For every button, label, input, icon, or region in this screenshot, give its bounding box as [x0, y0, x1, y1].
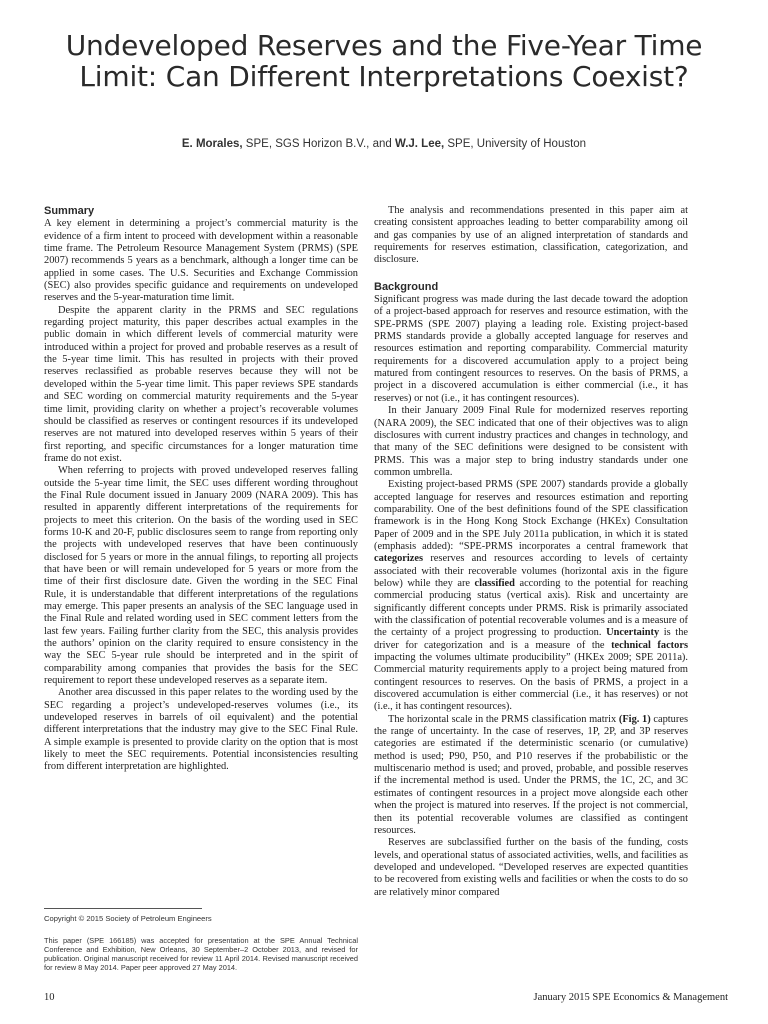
publication-footnote: This paper (SPE 166185) was accepted for presentation at the SPE Annual Technical Conference and Exhibition, New Orleans, 30 September–2 October 2013, and revised for publication. Original manuscript received for review 11 April 2014. Revised manuscript received for review 8 May 2014. Paper peer approved 27 May 2014.: [44, 936, 358, 972]
author-2-name: W.J. Lee,: [394, 138, 445, 150]
emphasis-classified: classified: [474, 577, 515, 589]
summary-heading: Summary: [44, 205, 95, 217]
emphasis-uncertainty: Uncertainty: [606, 627, 660, 639]
background-paragraph-5: Reserves are subclassified further on the basis of the funding, costs levels, and operational status of associated activities, wells, and facilities as developed and undeveloped. “Developed reserves are expected quantities to be recovered from existing wells and facilities or when the costs to do so are relatively minor compared: [374, 837, 688, 898]
summary-paragraph-3: When referring to projects with proved undeveloped reserves falling outside the 5-year time limit, the SEC uses different wording throughout the Final Rule document issued in January 2009 (NARA 2009). This has resulted in apparently different interpretations of the requirements for projects to meet this criterion. On the basis of the wording used in SEC forms 10-K and 20-F, public disclosures seem to range from reporting only the projects with undeveloped reserves that have been continuously disclosed for 5 years or more in the annual filings, to reporting all projects that have been or will remain undeveloped for 5 years or more from the time of their first disclosure date. Given the wording in the SEC Final Rule, it is understandable that different interpretations of the regulations may emerge. This paper presents an analysis of the SEC language used in the Final Rule and related wording used in SEC comment letters from the last few years. Failing further clarity from the SEC, this analysis provides the authors’ opinion on the clarity required to ensure consistency in the way the SEC 5-year rule should be interpreted and in the spirit of comparability among companies that provides the basis for the SEC requirement to report these undeveloped reserves as a separate item.: [44, 465, 358, 687]
emphasis-technical-factors: technical factors: [611, 639, 688, 651]
background-paragraph-4: The horizontal scale in the PRMS classification matrix (Fig. 1) captures the range of uncertainty. In the case of reserves, 1P, 2P, and 3P reserves categories are estimated if the deterministic scenario (or cumulative) method is used; P90, P50, and P10 reserves if the probabilistic or the multiscenario method is used; and proved, probable, and possible reserves if the incremental method is used. Under the PRMS, the 1C, 2C, and 3C estimates of contingent resources in a project move alongside each other when the project is matured into reserves. If the project is not commercial, then its potential recoverable volumes are classified as contingent resources.: [374, 713, 688, 836]
copyright-notice: Copyright © 2015 Society of Petroleum Engineers: [44, 914, 212, 923]
background-paragraph-1: Significant progress was made during the last decade toward the adoption of a project-based approach for reserves and resource estimation, with the SPE-PRMS (SPE 2007) playing a leading role. Existing project-based PRMS standards provide a globally accepted language for reserves and resources estimation and reporting comparability. Commercial maturity requirements for a discovered accumulation apply to a project being matured from contingent resources to reserves. On the basis of PRMS, a project in a discovered accumulation is either commercial (i.e., it has reserves) or not (i.e., it has contingent resources).: [374, 294, 688, 404]
right-column: [374, 205, 688, 899]
summary-paragraph-1: A key element in determining a project’s commercial maturity is the evidence of a firm intent to proceed with development within a reasonable time frame. The Petroleum Resource Management System (PRMS) (SPE 2007) recommends 5 years as a benchmark, although a longer time can be applied in some cases. The U.S. Securities and Exchange Commission (SEC) also provides specific guidance and requirements on undeveloped reserves and the 5-year-maturation time limit.: [44, 218, 358, 304]
author-1-affiliation: SPE, SGS Horizon B.V., and: [242, 138, 395, 150]
background-paragraph-2: In their January 2009 Final Rule for modernized reserves reporting (NARA 2009), the SEC indicated that one of their objectives was to align disclosures with current industry practices and changes in technology, and that many of the SEC definitions were designed to be consistent with PRMS. This was a major step to bring industry standards under one common umbrella.: [374, 405, 688, 478]
author-1-name: E. Morales,: [181, 138, 243, 150]
paper-title: Undeveloped Reserves and the Five-Year Time Limit: Can Different Interpretations Coexist?: [65, 29, 703, 93]
intro-paragraph: The analysis and recommendations presented in this paper aim at creating consistent approaches leading to better comparability among oil and gas companies by use of an aligned interpretation of standards and requirements for reserves estimation, classification, categorization, and disclosure.: [374, 205, 688, 266]
figure-reference[interactable]: (Fig. 1): [618, 713, 651, 725]
page-number: 10: [44, 992, 55, 1003]
journal-footer: January 2015 SPE Economics & Management: [533, 992, 728, 1003]
author-line: [40, 138, 728, 150]
background-heading: Background: [374, 280, 439, 293]
background-paragraph-3: Existing project-based PRMS (SPE 2007) standards provide a globally accepted language for reserves and resources estimation and reporting comparability. One of the best definitions found of the SPE classification framework is in the Hong Kong Stock Exchange (HKEx) Consultation Paper of 2009 and in the SPE July 2011a publication, in which it is stated (emphasis added): “SPE-PRMS incorporates a central framework that categorizes reserves and resources according to levels of certainty associated with their recoverable volumes (horizontal axis in the figure below) while they are classified according to the potential for reaching commercial producing status (vertical axis). Risk and uncertainty are significantly different concepts under PRMS. Risk is primarily associated with the classification of potential recoverable volumes and is a measure of the certainty of a project progressing to production. Uncertainty is the driver for categorization and is a measure of the technical factors impacting the volumes ultimate producibility” (HKEx 2009; SPE 2011a). Commercial maturity requirements apply to a project being matured from contingent resources to reserves. On the basis of PRMS, a project in a discovered accumulation is either commercial (i.e., it has reserves) or not (i.e., it has contingent resources).: [374, 479, 688, 713]
author-2-affiliation: SPE, University of Houston: [444, 138, 587, 150]
left-column: [44, 205, 358, 774]
summary-paragraph-4: Another area discussed in this paper relates to the wording used by the SEC regarding a project’s undeveloped-reserves volumes (i.e., its undeveloped reserves in barrels of oil equivalent) and the potential different interpretations that the industry may give to the SEC Final Rule. A simple example is presented to provide clarity on the option that is most likely to meet the SEC requirements. Potential inconsistencies resulting from different interpretation are highlighted.: [44, 687, 358, 773]
summary-paragraph-2: Despite the apparent clarity in the PRMS and SEC regulations regarding project maturity, this paper describes actual examples in the public domain in which different levels of commercial maturity were introduced within a project for proved and probable reserves as a result of the 5-year time limit. This has resulted in projects with their proved reserves reclassified as probable reserves because they will not be developed within the 5-year time limit. This paper reviews SPE standards and SEC wording on commercial maturity requirements and the 5-year time limit, providing clarity on whether a project’s recoverable volumes should be classified as reserves or contingent resources if its undeveloped reserves are not matured into developed reserves within 5 years of their first reporting, and specific circumstances for a longer maturation time frame do not exist.: [44, 304, 358, 464]
emphasis-categorizes: categorizes: [374, 553, 424, 565]
footnote-divider: [44, 908, 202, 909]
